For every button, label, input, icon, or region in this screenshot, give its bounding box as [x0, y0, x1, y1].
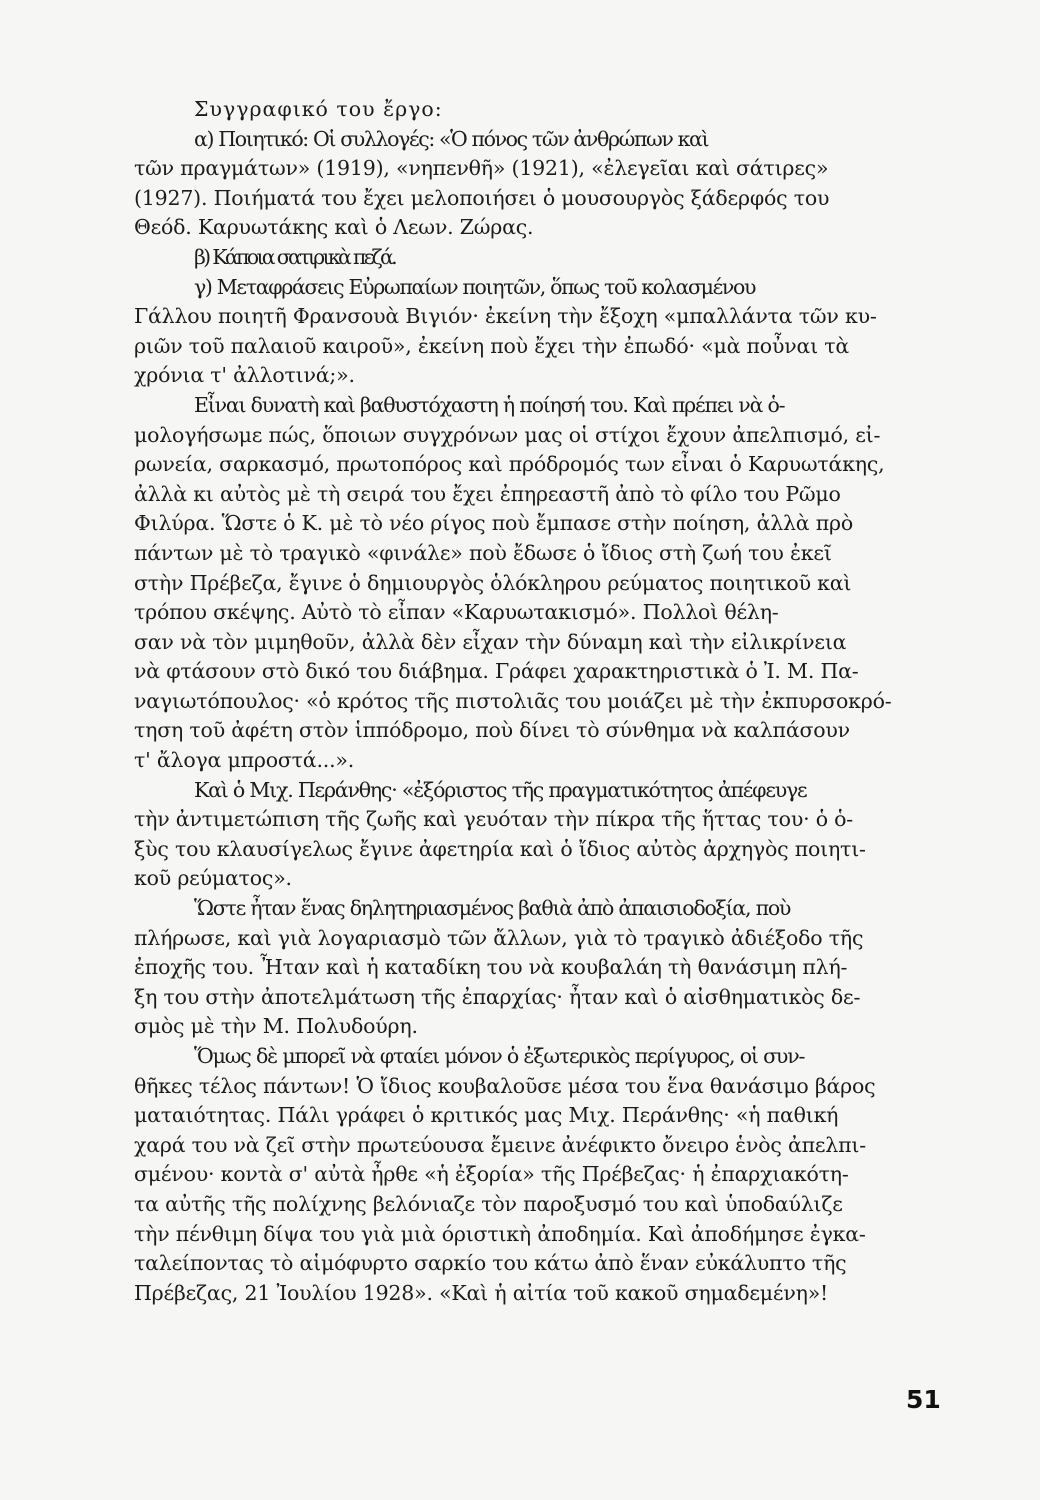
text-line: Συγγραφικό του ἔργο: — [194, 97, 443, 121]
text-line: ταλείποντας τὸ αἱμόφυρτο σαρκίο του κάτω ἀπὸ ἕναν εὐκάλυπτο τῆς — [134, 1251, 847, 1276]
text-line: νὰ φτάσουν στὸ δικό του διάβημα. Γράφει χαρακτηριστικὰ ὁ Ἰ. Μ. Πα- — [134, 659, 859, 684]
text-line: ναγιωτόπουλος· «ὁ κρότος τῆς πιστολιᾶς του μοιάζει μὲ τὴν ἐκπυρσοκρό- — [134, 688, 892, 713]
text-line: τρόπου σκέψης. Αὐτὸ τὸ εἶπαν «Καρυωτακισμό». Πολλοὶ θέλη- — [134, 600, 779, 625]
text-line: Ὥστε ἦταν ἕνας δηλητηριασμένος βαθιὰ ἀπὸ ἀπαισιοδοξία, ποὺ — [194, 896, 791, 921]
text-line: κοῦ ρεύματος». — [134, 866, 292, 891]
text-line: ρωνεία, σαρκασμό, πρωτοπόρος καὶ πρόδρομός των εἶναι ὁ Καρυωτάκης, — [134, 452, 885, 477]
text-line: ματαιότητας. Πάλι γράφει ὁ κριτικός μας Μιχ. Περάνθης· «ἡ παθική — [134, 1103, 839, 1128]
text-line: Εἶναι δυνατὴ καὶ βαθυστόχαστη ἡ ποίησή του. Καὶ πρέπει νὰ ὁ- — [194, 392, 785, 417]
text-line: τηση τοῦ ἀφέτη στὸν ἱππόδρομο, ποὺ δίνει τὸ σύνθημα νὰ καλπάσουν — [134, 718, 850, 743]
text-line: τὴν ἀντιμετώπιση τῆς ζωῆς καὶ γευόταν τὴν πίκρα τῆς ἥττας του· ὁ ὁ- — [134, 807, 854, 832]
text-line: τα αὐτῆς τῆς πολίχνης βελόνιαζε τὸν παροξυσμό του καὶ ὑποδαύλιζε — [134, 1191, 843, 1216]
text-line: σμένου· κοντὰ σ' αὐτὰ ἦρθε «ἡ ἐξορία» τῆς Πρέβεζας· ἡ ἐπαρχιακότη- — [134, 1162, 849, 1187]
text-line: Γάλλου ποιητῆ Φρανσουὰ Βιγιόν· ἐκείνη τὴν ἔξοχη «μπαλλάντα τῶν κυ- — [134, 304, 877, 329]
text-line: τῶν πραγμάτων» (1919), «νηπενθῆ» (1921), «ἐλεγεῖαι καὶ σάτιρες» — [134, 156, 829, 181]
text-line: ἀλλὰ κι αὐτὸς μὲ τὴ σειρά του ἔχει ἐπηρεαστῆ ἀπὸ τὸ φίλο του Ρῶμο — [134, 481, 841, 506]
text-line: Ὅμως δὲ μπορεῖ νὰ φταίει μόνον ὁ ἐξωτερικὸς περίγυρος, οἱ συν- — [194, 1044, 805, 1068]
text-line: α) Ποιητικό: Οἱ συλλογές: «Ὁ πόνος τῶν ἀνθρώπων καὶ — [194, 126, 709, 151]
text-line: πάντων μὲ τὸ τραγικὸ «φινάλε» ποὺ ἔδωσε ὁ ἴδιος στὴ ζωή του ἐκεῖ — [134, 540, 832, 565]
text-line: Θεόδ. Καρυωτάκης καὶ ὁ Λεων. Ζώρας. — [134, 215, 534, 240]
text-line: ἐποχῆς του. Ἦταν καὶ ἡ καταδίκη του νὰ κουβαλάη τὴ θανάσιμη πλή- — [134, 955, 848, 980]
text-line: Φιλύρα. Ὥστε ὁ Κ. μὲ τὸ νέο ρίγος ποὺ ἔμπασε στὴν ποίηση, ἀλλὰ πρὸ — [134, 511, 854, 536]
text-line: ξη του στὴν ἀποτελμάτωση τῆς ἐπαρχίας· ἦταν καὶ ὁ αἰσθηματικὸς δε- — [134, 984, 861, 1009]
text-line: μολογήσωμε πώς, ὅποιων συγχρόνων μας οἱ στίχοι ἔχουν ἀπελπισμό, εἰ- — [134, 422, 881, 447]
text-line: (1927). Ποιήματά του ἔχει μελοποιήσει ὁ μουσουργὸς ξάδερφός του — [134, 185, 830, 210]
text-line: χαρά του νὰ ζεῖ στὴν πρωτεύουσα ἔμεινε ἀνέφικτο ὄνειρο ἑνὸς ἀπελπι- — [134, 1132, 866, 1157]
text-line: ριῶν τοῦ παλαιοῦ καιροῦ», ἐκείνη ποὺ ἔχει τὴν ἐπωδό· «μὰ ποὖναι τὰ — [134, 333, 850, 358]
text-line: Καὶ ὁ Μιχ. Περάνθης· «ἐξόριστος τῆς πραγματικότητος ἀπέφευγε — [194, 777, 807, 802]
text-line: ξὺς του κλαυσίγελως ἔγινε ἀφετηρία καὶ ὁ ἴδιος αὐτὸς ἀρχηγὸς ποιητι- — [134, 836, 866, 861]
page-number: 51 — [906, 1385, 941, 1414]
text-line: β) Κάποια σατιρικὰ πεζά. — [194, 244, 395, 269]
text-line: χρόνια τ' ἀλλοτινά;». — [134, 363, 355, 388]
text-line: τ' ἄλογα μπροστά...». — [134, 748, 355, 773]
text-line: τὴν πένθιμη δίψα του γιὰ μιὰ όριστικὴ ἀποδημία. Καὶ ἀποδήμησε ἐγκα- — [134, 1221, 866, 1246]
text-line: γ) Μεταφράσεις Εὐρωπαίων ποιητῶν, ὅπως τοῦ κολασμένου — [194, 274, 756, 299]
text-line: στὴν Πρέβεζα, ἔγινε ὁ δημιουργὸς ὁλόκληρου ρεύματος ποιητικοῦ καὶ — [134, 570, 852, 595]
text-line: θῆκες τέλος πάντων! Ὁ ἴδιος κουβαλοῦσε μέσα του ἕνα θανάσιμο βάρος — [134, 1073, 876, 1098]
text-line: σαν νὰ τὸν μιμηθοῦν, ἀλλὰ δὲν εἶχαν τὴν δύναμη καὶ τὴν εἰλικρίνεια — [134, 629, 847, 654]
text-line: πλήρωσε, καὶ γιὰ λογαριασμὸ τῶν ἄλλων, γιὰ τὸ τραγικὸ ἀδιέξοδο τῆς — [134, 925, 864, 950]
body-text — [134, 95, 942, 1308]
text-line: σμὸς μὲ τὴν Μ. Πολυδούρη. — [134, 1014, 418, 1039]
text-line: Πρέβεζας, 21 Ἰουλίου 1928». «Καὶ ἡ αἰτία τοῦ κακοῦ σημαδεμένη»! — [134, 1280, 829, 1305]
